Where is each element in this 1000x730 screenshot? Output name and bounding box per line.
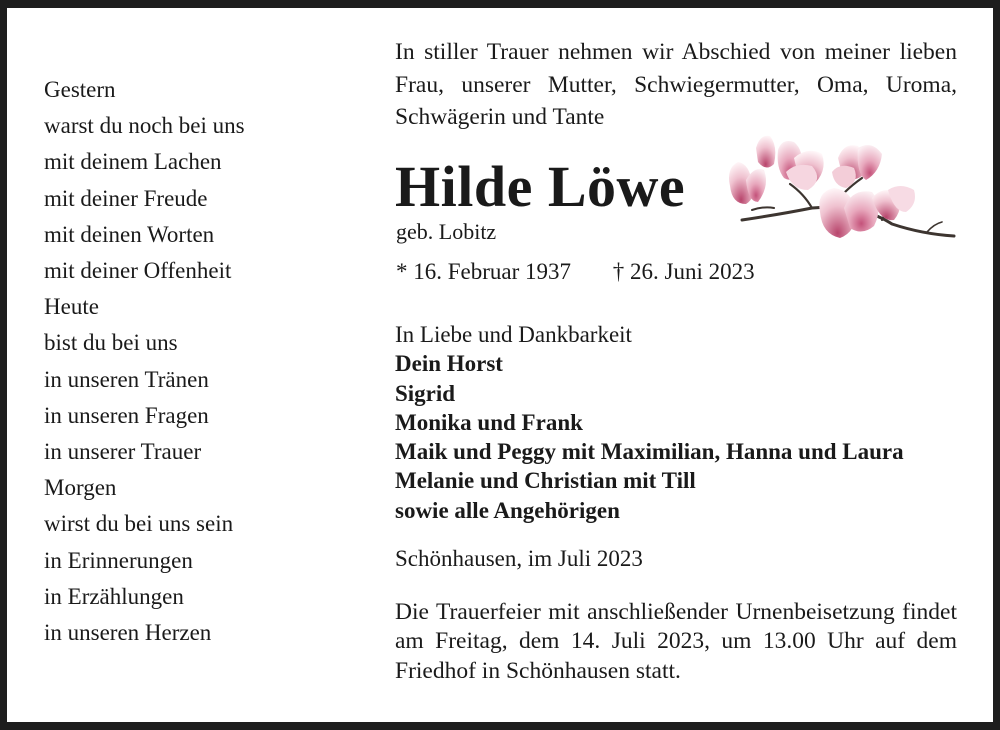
deceased-name: Hilde Löwe bbox=[395, 154, 686, 219]
family-intro: In Liebe und Dankbarkeit bbox=[395, 322, 632, 347]
magnolia-branch-icon bbox=[712, 128, 960, 260]
poem-line: in unseren Fragen bbox=[44, 402, 209, 428]
family-list bbox=[395, 320, 904, 525]
death-date: † 26. Juni 2023 bbox=[612, 259, 755, 284]
family-member: sowie alle Angehörigen bbox=[395, 497, 620, 523]
birth-date: * 16. Februar 1937 bbox=[396, 259, 572, 284]
poem-line: in unserer Trauer bbox=[44, 439, 202, 465]
poem-line: warst du noch bei uns bbox=[44, 113, 245, 139]
poem-line: mit deiner Offenheit bbox=[44, 258, 232, 284]
poem-line: in unseren Tränen bbox=[44, 366, 209, 392]
poem-line: Heute bbox=[44, 294, 99, 320]
poem-line: mit deiner Freude bbox=[44, 185, 208, 211]
family-member: Sigrid bbox=[395, 380, 456, 406]
family-member: Dein Horst bbox=[395, 351, 503, 377]
family-member: Monika und Frank bbox=[395, 409, 583, 435]
intro-text: In stiller Trauer nehmen wir Abschied von meiner lieben Frau, unserer Mutter, Schwiegermutter, Oma, Uroma, Schwägerin und Tante bbox=[395, 39, 957, 131]
poem-line: Morgen bbox=[44, 475, 117, 501]
poem-line: Gestern bbox=[44, 77, 116, 102]
family-member: Melanie und Christian mit Till bbox=[395, 468, 696, 494]
memorial-poem bbox=[44, 72, 245, 651]
poem-line: in unseren Herzen bbox=[44, 620, 212, 646]
poem-line: mit deinen Worten bbox=[44, 221, 215, 247]
poem-line: wirst du bei uns sein bbox=[44, 511, 234, 537]
poem-line: in Erzählungen bbox=[44, 583, 184, 609]
place-date: Schönhausen, im Juli 2023 bbox=[395, 546, 643, 571]
poem-line: bist du bei uns bbox=[44, 330, 178, 356]
funeral-service-info: Die Trauerfeier mit anschließender Urnenbeisetzung findet am Freitag, dem 14. Juli 2023, um 13.00 Uhr auf dem Friedhof in Schönhausen statt. bbox=[395, 599, 957, 684]
birth-name: geb. Lobitz bbox=[396, 219, 497, 244]
announcement-block bbox=[395, 36, 957, 134]
poem-line: in Erinnerungen bbox=[44, 547, 193, 573]
poem-line: mit deinem Lachen bbox=[44, 149, 222, 175]
life-dates bbox=[396, 259, 755, 285]
family-member: Maik und Peggy mit Maximilian, Hanna und Laura bbox=[395, 439, 904, 465]
